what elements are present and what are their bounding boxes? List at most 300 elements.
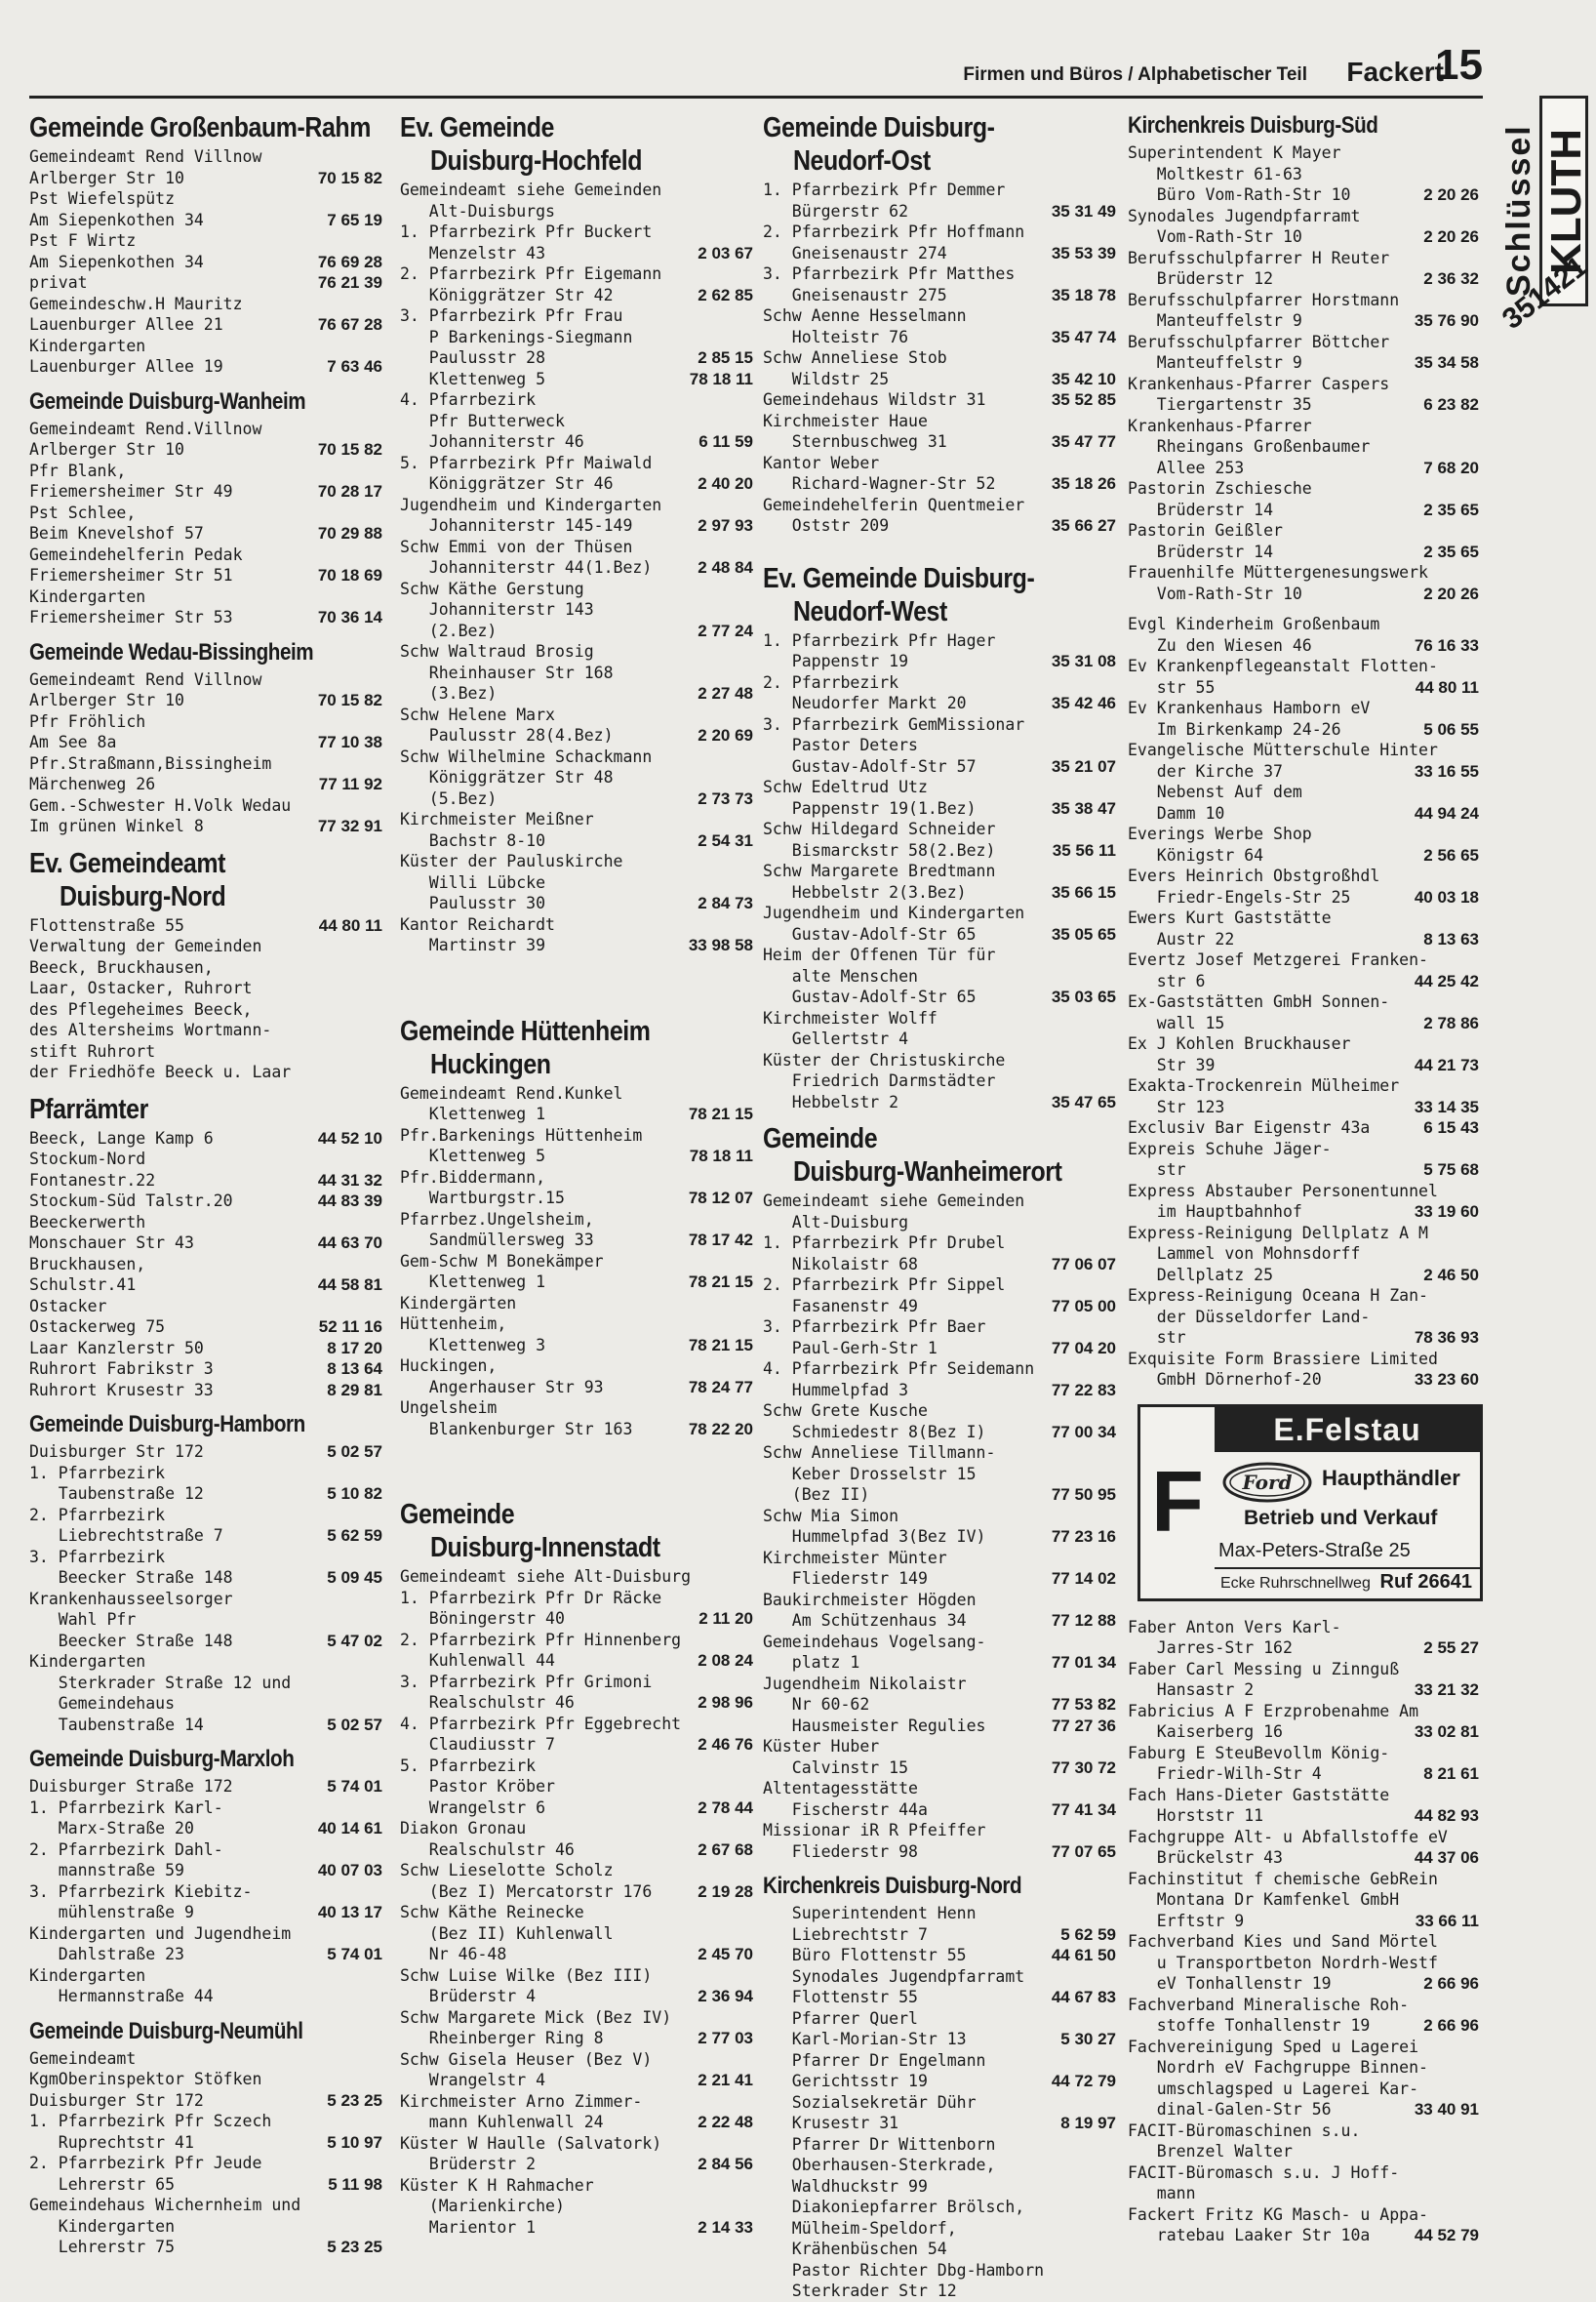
directory-entry — [1128, 2079, 1479, 2100]
entry-text: Express-Reinigung Oceana H Zan- — [1128, 1286, 1428, 1305]
directory-entry — [29, 2069, 382, 2090]
entry-text: Taubenstraße 12 — [29, 1484, 204, 1503]
entry-text: Gemeindeamt — [29, 2048, 137, 2068]
entry-phone: 44 94 24 — [1414, 803, 1479, 823]
entry-text: Küster K H Rahmacher — [400, 2175, 594, 2195]
entry-text: Klettenweg 3 — [400, 1335, 546, 1354]
directory-entry — [29, 607, 382, 628]
directory-entry — [400, 1734, 753, 1756]
directory-entry — [29, 1041, 382, 1063]
directory-entry — [763, 180, 1116, 201]
directory-entry — [400, 285, 753, 306]
entry-text: 4. Pfarrbezirk — [400, 390, 537, 409]
directory-entry — [400, 1692, 753, 1714]
directory-entry — [29, 461, 382, 482]
entry-text: Ostacker — [29, 1296, 107, 1315]
directory-entry — [29, 1965, 382, 1987]
directory-entry — [29, 816, 382, 837]
directory-entry — [1128, 332, 1479, 353]
section-heading-line: Neudorf-West — [792, 595, 947, 627]
directory-entry — [400, 1588, 753, 1609]
directory-entry — [400, 1313, 753, 1335]
entry-text: stift Ruhrort — [29, 1041, 156, 1061]
entry-text: Fachverband Mineralische Roh- — [1128, 1995, 1410, 2014]
directory-entry — [400, 683, 753, 705]
entry-text: stoffe Tonhallenstr 19 — [1128, 2016, 1371, 2035]
entry-phone: 2 20 26 — [1423, 227, 1479, 246]
entry-phone: 7 65 19 — [327, 210, 382, 229]
directory-entry — [1128, 1097, 1479, 1118]
entry-text: Gustav-Adolf-Str 65 — [763, 988, 977, 1006]
directory-entry — [400, 1566, 753, 1588]
directory-entry — [1128, 971, 1479, 992]
entry-text: Realschulstr 46 — [400, 1693, 575, 1712]
entry-phone: 78 18 11 — [689, 369, 753, 388]
directory-entry — [400, 1146, 753, 1167]
directory-entry — [763, 1422, 1116, 1443]
entry-text: Huckingen, — [400, 1356, 498, 1375]
directory-entry — [400, 2007, 753, 2029]
directory-entry — [763, 1316, 1116, 1338]
entry-text: Gemeindeamt Rend Villnow — [29, 147, 262, 166]
entry-text: Jugendheim Nikolaistr — [763, 1674, 967, 1693]
directory-entry — [29, 978, 382, 999]
entry-text: Kirchmeister Arno Zimmer- — [400, 2091, 643, 2111]
directory-entry — [763, 1694, 1116, 1716]
entry-phone: 44 31 32 — [317, 1170, 382, 1190]
entry-text: Pastor Richter Dbg-Hamborn — [763, 2260, 1045, 2280]
directory-entry — [29, 1818, 382, 1839]
entry-text: Ex J Kohlen Bruckhauser — [1128, 1034, 1351, 1053]
directory-entry — [400, 1377, 753, 1398]
directory-entry — [763, 2239, 1116, 2260]
directory-entry — [29, 732, 382, 753]
entry-phone: 2 56 65 — [1423, 845, 1479, 865]
entry-text: Pastor Deters — [763, 736, 918, 754]
entry-phone: 77 50 95 — [1051, 1485, 1116, 1504]
directory-entry — [1128, 1953, 1479, 1974]
section-heading — [400, 111, 703, 178]
entry-text: Kantor Weber — [763, 453, 880, 472]
entry-phone: 2 40 20 — [698, 474, 753, 493]
directory-entry — [763, 840, 1116, 862]
section-heading-line: Duisburg-Hochfeld — [429, 145, 643, 177]
entry-text: platz 1 — [763, 1653, 860, 1672]
entry-text: Brüderstr 14 — [1128, 500, 1274, 519]
directory-entry — [1128, 740, 1479, 761]
directory-entry — [29, 586, 382, 608]
entry-phone: 5 23 25 — [327, 2090, 382, 2110]
entry-text: Rheingans Großenbaumer — [1128, 437, 1371, 456]
directory-entry — [763, 1526, 1116, 1548]
entry-phone: 35 52 85 — [1051, 390, 1116, 409]
entry-text: Bruckhausen, — [29, 1254, 146, 1273]
ad-service-text: Betrieb und Verkauf — [1244, 1506, 1438, 1529]
directory-entry — [763, 411, 1116, 432]
entry-text: Duisburger Straße 172 — [29, 1777, 233, 1796]
directory-entry — [763, 1945, 1116, 1966]
entry-text: Küster Huber — [763, 1737, 880, 1756]
entry-text: Pappenstr 19(1.Bez) — [763, 798, 977, 818]
entry-text: Johanniterstr 46 — [400, 432, 584, 451]
section-heading — [763, 562, 1066, 628]
directory-entry — [1128, 2204, 1479, 2226]
directory-entry — [763, 1092, 1116, 1113]
entry-phone: 77 06 07 — [1051, 1254, 1116, 1273]
directory-entry — [763, 201, 1116, 222]
directory-entry — [763, 1274, 1116, 1296]
directory-entry — [1128, 2141, 1479, 2162]
entry-text: Str 123 — [1128, 1097, 1225, 1116]
entry-text: Keber Drosselstr 15 — [763, 1464, 977, 1483]
directory-entry — [1128, 1995, 1479, 2016]
entry-text: Richard-Wagner-Str 52 — [763, 474, 996, 493]
entry-text: Gemeindeamt siehe Gemeinden — [763, 1191, 1025, 1210]
directory-entry — [29, 2153, 382, 2174]
entry-phone: 44 52 79 — [1414, 2226, 1479, 2244]
directory-entry — [400, 1419, 753, 1440]
entry-phone: 77 04 20 — [1051, 1338, 1116, 1357]
entry-phone: 78 12 07 — [688, 1189, 753, 1207]
directory-entry — [763, 1568, 1116, 1590]
directory-entry — [1128, 436, 1479, 458]
entry-text: Arlberger Str 10 — [29, 440, 184, 459]
entry-text: 1. Pfarrbezirk Pfr Sczech — [29, 2112, 272, 2130]
entry-phone: 33 66 11 — [1415, 1911, 1479, 1930]
entry-phone: 2 77 03 — [698, 2029, 753, 2047]
entry-text: Schw Edeltrud Utz — [763, 778, 928, 796]
entry-text: 2. Pfarrbezirk Pfr Sippel — [763, 1275, 1006, 1294]
directory-entry — [400, 1293, 753, 1314]
entry-text: Kirchmeister Haue — [763, 411, 928, 430]
entry-text: 2. Pfarrbezirk Pfr Eigemann — [400, 264, 662, 283]
section-heading — [400, 1498, 703, 1564]
directory-entry — [763, 473, 1116, 495]
directory-entry — [29, 168, 382, 189]
section-heading — [29, 638, 333, 667]
directory-entry — [1128, 352, 1479, 374]
directory-entry — [29, 1128, 382, 1150]
entry-phone: 35 38 47 — [1051, 798, 1116, 818]
directory-entry — [1128, 803, 1479, 825]
entry-text: Holteistr 76 — [763, 327, 909, 346]
entry-phone: 5 10 97 — [327, 2132, 382, 2152]
section-heading — [29, 847, 333, 913]
entry-phone: 76 16 33 — [1414, 635, 1479, 655]
ad-brand-name: E.Felstau — [1215, 1407, 1480, 1452]
entry-text: Fackert Fritz KG Masch- u Appa- — [1128, 2204, 1428, 2224]
directory-section — [763, 1122, 1116, 1862]
directory-entry — [400, 1608, 753, 1630]
directory-entry — [400, 725, 753, 747]
entry-phone: 35 03 65 — [1051, 988, 1116, 1006]
entry-text: 1. Pfarrbezirk Pfr Demmer — [763, 181, 1006, 199]
entry-text: Kuhlenwall 44 — [400, 1651, 555, 1670]
entry-text: 1. Pfarrbezirk Pfr Hager — [763, 630, 996, 650]
directory-entry — [1128, 1075, 1479, 1097]
entry-text: Böningerstr 40 — [400, 1609, 565, 1628]
entry-phone: 2 55 27 — [1423, 1638, 1479, 1657]
directory-entry — [1128, 761, 1479, 783]
directory-entry — [400, 621, 753, 642]
entry-text: Gemeindehaus Wildstr 31 — [763, 390, 986, 409]
directory-entry — [763, 2008, 1116, 2030]
entry-text: Fachvereinigung Sped u Lagerei — [1128, 2037, 1419, 2056]
entry-phone: 35 53 39 — [1051, 243, 1116, 263]
entry-phone: 40 14 61 — [317, 1819, 382, 1838]
directory-entry — [1128, 908, 1479, 929]
entry-phone: 35 47 65 — [1051, 1092, 1116, 1111]
entry-text: Arlberger Str 10 — [29, 168, 184, 187]
directory-entry — [763, 305, 1116, 327]
directory-entry — [29, 545, 382, 566]
directory-entry — [29, 1609, 382, 1631]
directory-entry — [400, 1776, 753, 1797]
entry-text: u Transportbeton Nordrh-Westf — [1128, 1953, 1438, 1972]
entry-phone: 78 21 15 — [688, 1105, 753, 1123]
dealer-advertisement — [1137, 1404, 1483, 1601]
directory-entry — [763, 630, 1116, 652]
ad-letter-mark: F — [1151, 1452, 1204, 1550]
entry-phone: 78 18 11 — [689, 1147, 753, 1165]
entry-phone: 77 22 83 — [1051, 1380, 1116, 1399]
side-ad-number: 351421 — [1496, 250, 1594, 337]
entry-text: Schw Hildegard Schneider — [763, 820, 996, 838]
entry-text: Alt-Duisburg — [763, 1212, 909, 1232]
directory-entry — [763, 2197, 1116, 2218]
directory-section — [29, 387, 382, 628]
section-heading-line: Gemeinde Duisburg-Wanheim — [29, 387, 306, 415]
entry-phone: 33 19 60 — [1414, 1202, 1479, 1221]
directory-entry — [1128, 845, 1479, 867]
directory-entry — [763, 693, 1116, 714]
entry-phone: 5 74 01 — [327, 1945, 382, 1963]
entry-phone: 40 07 03 — [317, 1861, 382, 1879]
entry-text: 1. Pfarrbezirk Pfr Dr Räcke — [400, 1588, 662, 1607]
directory-entry — [1128, 1265, 1479, 1286]
directory-entry — [29, 188, 382, 210]
directory-section — [400, 1498, 753, 2238]
entry-text: Märchenweg 26 — [29, 775, 156, 793]
entry-text: privat — [29, 273, 88, 292]
directory-entry — [29, 1316, 382, 1338]
section-heading — [29, 111, 371, 144]
directory-section — [1128, 614, 1479, 1391]
entry-text: str 6 — [1128, 971, 1206, 990]
directory-entry — [29, 2195, 382, 2216]
entry-text: Gemeindeamt Rend.Kunkel — [400, 1083, 623, 1103]
entry-text: Nikolaistr 68 — [763, 1254, 918, 1273]
directory-entry — [400, 1125, 753, 1147]
entry-text: Pfarrbez.Ungelsheim, — [400, 1209, 594, 1229]
entry-text: Gustav-Adolf-Str 57 — [763, 756, 977, 776]
directory-entry — [400, 914, 753, 936]
entry-phone: 35 34 58 — [1414, 353, 1479, 372]
entry-text: Beecker Straße 148 — [29, 1568, 233, 1587]
entry-text: mann Kuhlenwall 24 — [400, 2113, 604, 2131]
side-advertisement — [1487, 90, 1594, 373]
directory-entry — [1128, 394, 1479, 416]
entry-text: Faber Anton Vers Karl- — [1128, 1617, 1341, 1636]
entry-text: Schw Anneliese Stob — [763, 348, 947, 367]
directory-entry — [29, 711, 382, 733]
section-heading-line: Ev. Gemeinde Duisburg- — [763, 562, 1035, 594]
directory-entry — [763, 1506, 1116, 1527]
directory-entry — [1128, 1139, 1479, 1160]
directory-entry — [1128, 2225, 1479, 2246]
directory-entry — [400, 1944, 753, 1965]
directory-entry — [763, 2134, 1116, 2156]
directory-entry — [29, 1776, 382, 1797]
entry-phone: 44 21 73 — [1414, 1055, 1479, 1074]
entry-text: dinal-Galen-Str 56 — [1128, 2100, 1332, 2119]
entry-text: Kindergarten — [29, 1965, 146, 1985]
directory-entry — [763, 1548, 1116, 1569]
section-heading — [29, 1745, 333, 1774]
entry-text: Oststr 209 — [763, 516, 890, 535]
entry-text: Beeck, Lange Kamp 6 — [29, 1128, 214, 1148]
directory-entry — [1128, 1201, 1479, 1223]
directory-entry — [400, 1672, 753, 1693]
directory-entry — [29, 1358, 382, 1380]
directory-entry — [1128, 542, 1479, 563]
entry-phone: 2 97 93 — [698, 516, 753, 535]
entry-text: Friemersheimer Str 49 — [29, 482, 233, 501]
section-heading — [29, 387, 333, 417]
directory-entry — [763, 1652, 1116, 1674]
ford-logo-icon — [1222, 1462, 1312, 1503]
directory-entry — [1128, 1637, 1479, 1659]
directory-entry — [763, 1736, 1116, 1757]
entry-text: Hermannstraße 44 — [29, 1987, 214, 2005]
entry-text: Str 39 — [1128, 1055, 1216, 1074]
entry-text: Liebrechtstraße 7 — [29, 1526, 223, 1545]
entry-phone: 44 72 79 — [1051, 2072, 1116, 2090]
directory-entry — [763, 672, 1116, 694]
entry-text: Beecker Straße 148 — [29, 1631, 233, 1650]
entry-text: Paul-Gerh-Str 1 — [763, 1338, 938, 1357]
entry-phone: 76 69 28 — [317, 252, 382, 271]
entry-text: Schw Käthe Gerstung — [400, 579, 584, 598]
entry-phone: 44 80 11 — [318, 915, 382, 935]
entry-phone: 78 24 77 — [688, 1377, 753, 1396]
directory-entry — [1128, 1701, 1479, 1722]
directory-entry — [1128, 2037, 1479, 2058]
entry-text: Express-Reinigung Dellplatz A M — [1128, 1223, 1428, 1242]
entry-text: str — [1128, 1160, 1186, 1179]
directory-entry — [29, 690, 382, 711]
entry-phone: 77 05 00 — [1051, 1296, 1116, 1315]
entry-text: Küster W Haulle (Salvatork) — [400, 2133, 662, 2153]
directory-entry — [763, 714, 1116, 736]
entry-text: Büro Flottenstr 55 — [763, 1946, 967, 1964]
entry-text: Bachstr 8-10 — [400, 830, 546, 850]
entry-text: Superintendent Henn — [763, 1904, 977, 1922]
directory-entry — [763, 798, 1116, 820]
entry-phone: 2 84 73 — [698, 894, 753, 912]
directory-entry — [1128, 1827, 1479, 1848]
directory-entry — [1128, 310, 1479, 332]
entry-text: (Bez II) — [763, 1485, 870, 1504]
directory-entry — [763, 1924, 1116, 1946]
directory-entry — [1128, 1847, 1479, 1869]
directory-entry — [400, 1230, 753, 1251]
directory-entry — [29, 1902, 382, 1923]
directory-entry — [400, 1209, 753, 1231]
entry-text: Friemersheimer Str 53 — [29, 608, 233, 626]
directory-entry — [1128, 1763, 1479, 1785]
entry-text: Schw Mia Simon — [763, 1506, 899, 1525]
entry-phone: 2 77 24 — [698, 621, 753, 640]
entry-text: Hansastr 2 — [1128, 1680, 1255, 1699]
entry-text: Schulstr.41 — [29, 1275, 137, 1294]
directory-entry — [763, 819, 1116, 840]
entry-text: Gneisenaustr 275 — [763, 285, 947, 304]
entry-text: Königstr 64 — [1128, 845, 1264, 865]
directory-entry — [763, 2050, 1116, 2072]
section-heading-line: Kirchenkreis Duisburg-Süd — [1128, 112, 1378, 139]
entry-text: Klettenweg 5 — [400, 369, 546, 388]
directory-entry — [763, 515, 1116, 537]
directory-entry — [400, 1083, 753, 1105]
directory-entry — [29, 1212, 382, 1233]
directory-entry — [763, 1050, 1116, 1071]
directory-entry — [400, 515, 753, 537]
entry-phone: 76 21 39 — [317, 273, 382, 292]
directory-entry — [1128, 290, 1479, 311]
entry-phone: 2 14 33 — [698, 2217, 753, 2237]
directory-entry — [763, 924, 1116, 946]
entry-text: Im grünen Winkel 8 — [29, 817, 204, 835]
entry-text: Evgl Kinderheim Großenbaum — [1128, 615, 1380, 633]
directory-entry — [763, 987, 1116, 1008]
directory-entry — [400, 263, 753, 285]
directory-entry — [400, 537, 753, 558]
section-heading-line: Huckingen — [429, 1048, 551, 1080]
entry-text: Laar Kanzlerstr 50 — [29, 1338, 204, 1357]
entry-text: Wrangelstr 6 — [400, 1797, 546, 1817]
entry-text: Kindergarten — [29, 1652, 146, 1671]
entry-text: 2. Pfarrbezirk Dahl- — [29, 1839, 223, 1859]
directory-entry — [1128, 614, 1479, 635]
entry-text: Pfr Fröhlich — [29, 711, 146, 731]
entry-phone: 33 40 91 — [1414, 2100, 1479, 2119]
entry-phone: 2 85 15 — [698, 348, 753, 367]
entry-phone: 5 06 55 — [1423, 719, 1479, 739]
directory-section — [1128, 111, 1479, 604]
directory-entry — [763, 2029, 1116, 2050]
directory-section — [29, 847, 382, 1083]
entry-phone: 6 11 59 — [698, 432, 753, 451]
entry-text: Klettenweg 1 — [400, 1272, 546, 1291]
directory-section — [29, 111, 382, 378]
entry-text: FACIT-Büromaschinen s.u. — [1128, 2120, 1361, 2140]
directory-entry — [29, 2132, 382, 2154]
entry-text: Fabricius A F Erzprobenahme Am — [1128, 1701, 1419, 1720]
entry-text: Blankenburger Str 163 — [400, 1419, 633, 1438]
entry-text: Rheinhauser Str 168 — [400, 663, 614, 682]
directory-entry — [29, 1274, 382, 1296]
directory-entry — [1128, 584, 1479, 605]
section-heading — [763, 1122, 1066, 1189]
entry-phone: 2 20 26 — [1423, 584, 1479, 603]
directory-entry — [400, 1860, 753, 1881]
directory-entry — [29, 669, 382, 691]
entry-text: Brenzel Walter — [1128, 2142, 1293, 2161]
directory-entry — [1128, 1013, 1479, 1034]
entry-text: Schw Käthe Reinecke — [400, 1903, 584, 1921]
entry-phone: 8 17 20 — [327, 1338, 382, 1357]
